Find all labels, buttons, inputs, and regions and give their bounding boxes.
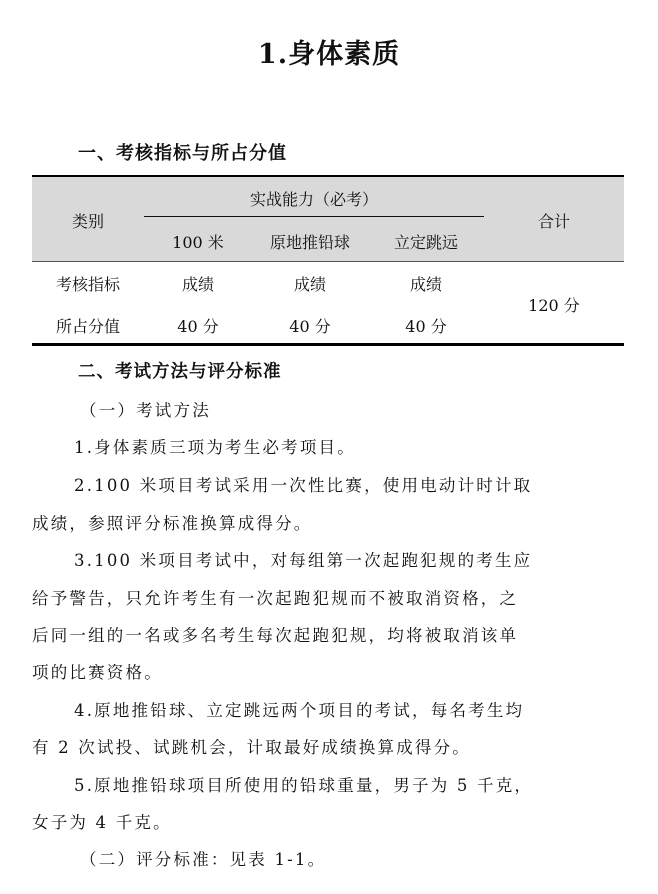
- subheader-shot-put: 原地推铅球: [269, 233, 350, 252]
- subheading-scoring-standard: （二）评分标准：见表 1-1。: [80, 850, 327, 869]
- paragraph-line: 3.100 米项目考试中，对每组第一次起跑犯规的考生应: [74, 551, 533, 570]
- header-total: 合计: [537, 212, 570, 231]
- subheader-long-jump: 立定跳远: [393, 233, 458, 252]
- table-cell: 成绩: [409, 275, 442, 294]
- row-label-indicator: 考核指标: [55, 275, 120, 294]
- scoring-table: [32, 175, 624, 347]
- header-category: 类别: [71, 212, 104, 231]
- paragraph-line: 1.身体素质三项为考生必考项目。: [74, 438, 356, 457]
- table-cell: 40 分: [289, 317, 331, 336]
- paragraph-line: 2.100 米项目考试采用一次性比赛，使用电动计时计取: [74, 476, 533, 495]
- paragraph-line: 4.原地推铅球、立定跳远两个项目的考试，每名考生均: [74, 701, 525, 720]
- section-heading-method: 二、考试方法与评分标准: [78, 362, 282, 382]
- paragraph-line: 女子为 4 千克。: [32, 813, 172, 832]
- table-cell: 40 分: [405, 317, 447, 336]
- paragraph-line: 5.原地推铅球项目所使用的铅球重量，男子为 5 千克，: [74, 776, 534, 795]
- table-cell: 成绩: [293, 275, 326, 294]
- paragraph-line: 项的比赛资格。: [32, 663, 163, 682]
- table-header-rule: [32, 261, 624, 262]
- subheading-method: （一）考试方法: [80, 401, 211, 420]
- paragraph-line: 有 2 次试投、试跳机会，计取最好成绩换算成得分。: [32, 738, 471, 757]
- table-cell: 成绩: [181, 275, 214, 294]
- page-title: 1.身体素质: [257, 39, 401, 70]
- subheader-100m: 100 米: [172, 233, 224, 252]
- total-value: 120 分: [528, 296, 580, 315]
- header-group: 实战能力（必考）: [249, 190, 378, 209]
- section-heading-scoring: 一、考核指标与所占分值: [78, 143, 287, 164]
- table-cell: 40 分: [177, 317, 219, 336]
- paragraph-line: 给予警告，只允许考生有一次起跑犯规而不被取消资格，之: [32, 589, 519, 608]
- row-label-score: 所占分值: [55, 317, 120, 336]
- paragraph-line: 后同一组的一名或多名考生每次起跑犯规，均将被取消该单: [32, 626, 519, 645]
- table-top-rule: [32, 175, 624, 177]
- table-group-rule: [144, 216, 484, 217]
- table-bottom-rule: [32, 343, 624, 346]
- paragraph-line: 成绩，参照评分标准换算成得分。: [32, 514, 313, 533]
